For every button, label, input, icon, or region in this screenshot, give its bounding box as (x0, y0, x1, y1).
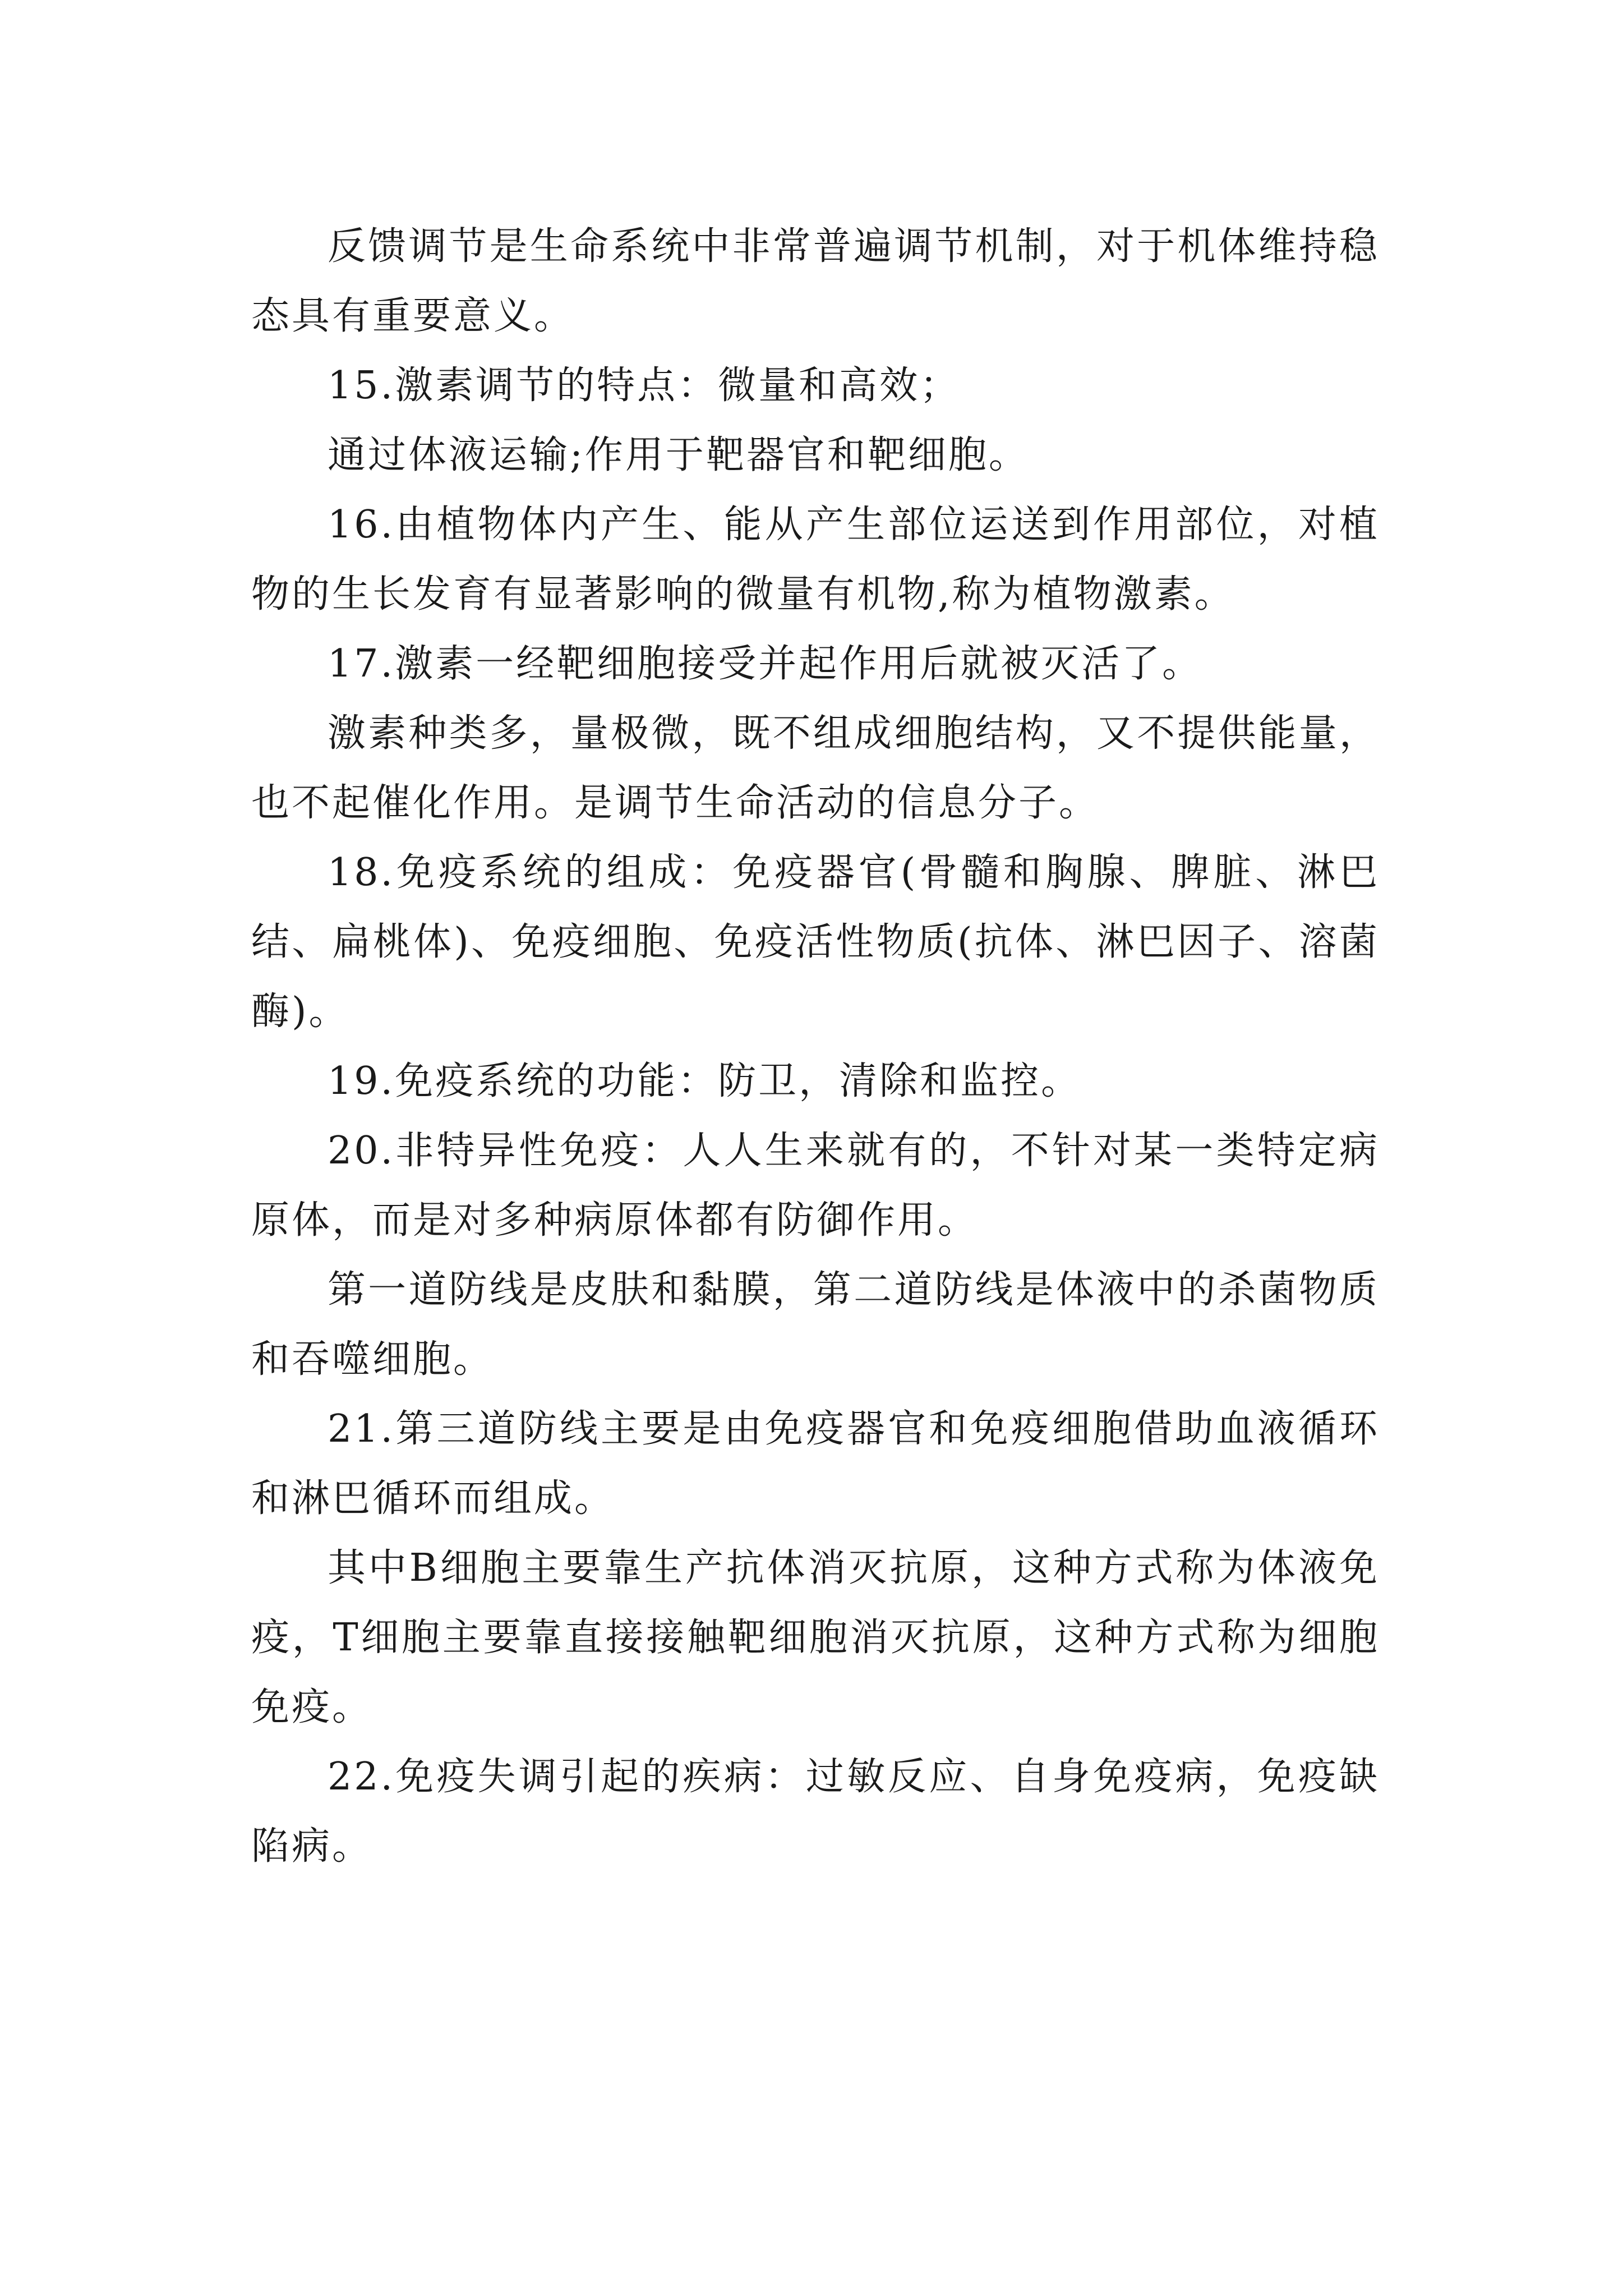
paragraph-22: 22.免疫失调引起的疾病：过敏反应、自身免疫病，免疫缺陷病。 (251, 1755, 1380, 1869)
paragraph-15-continued: 通过体液运输;作用于靶器官和靶细胞。 (328, 433, 1029, 477)
paragraph-20-continued: 第一道防线是皮肤和黏膜，第二道防线是体液中的杀菌物质和吞噬细胞。 (251, 1268, 1380, 1382)
paragraph-15: 15.激素调节的特点：微量和高效； (328, 364, 961, 408)
paragraph-feedback-regulation: 反馈调节是生命系统中非常普遍调节机制，对于机体维持稳态具有重要意义。 (251, 224, 1380, 338)
paragraph-20: 20.非特异性免疫：人人生来就有的，不针对某一类特定病原体，而是对多种病原体都有防御作用。 (251, 1129, 1380, 1243)
paragraph-17-continued: 激素种类多，量极微，既不组成细胞结构，又不提供能量，也不起催化作用。是调节生命活动的信息分子。 (251, 711, 1380, 825)
paragraph-21: 21.第三道防线主要是由免疫器官和免疫细胞借助血液循环和淋巴循环而组成。 (251, 1407, 1380, 1521)
paragraph-16: 16.由植物体内产生、能从产生部位运送到作用部位，对植物的生长发育有显著影响的微量有机物,称为植物激素。 (251, 503, 1380, 616)
paragraph-18: 18.免疫系统的组成：免疫器官(骨髓和胸腺、脾脏、淋巴结、扁桃体)、免疫细胞、免疫活性物质(抗体、淋巴因子、溶菌酶)。 (251, 850, 1380, 1034)
paragraph-19: 19.免疫系统的功能：防卫，清除和监控。 (328, 1059, 1082, 1103)
document-body (251, 212, 1380, 1881)
paragraph-21-continued: 其中B细胞主要靠生产抗体消灭抗原，这种方式称为体液免疫，T细胞主要靠直接接触靶细胞消灭抗原，这种方式称为细胞免疫。 (251, 1546, 1380, 1729)
paragraph-17: 17.激素一经靶细胞接受并起作用后就被灭活了。 (328, 642, 1203, 686)
